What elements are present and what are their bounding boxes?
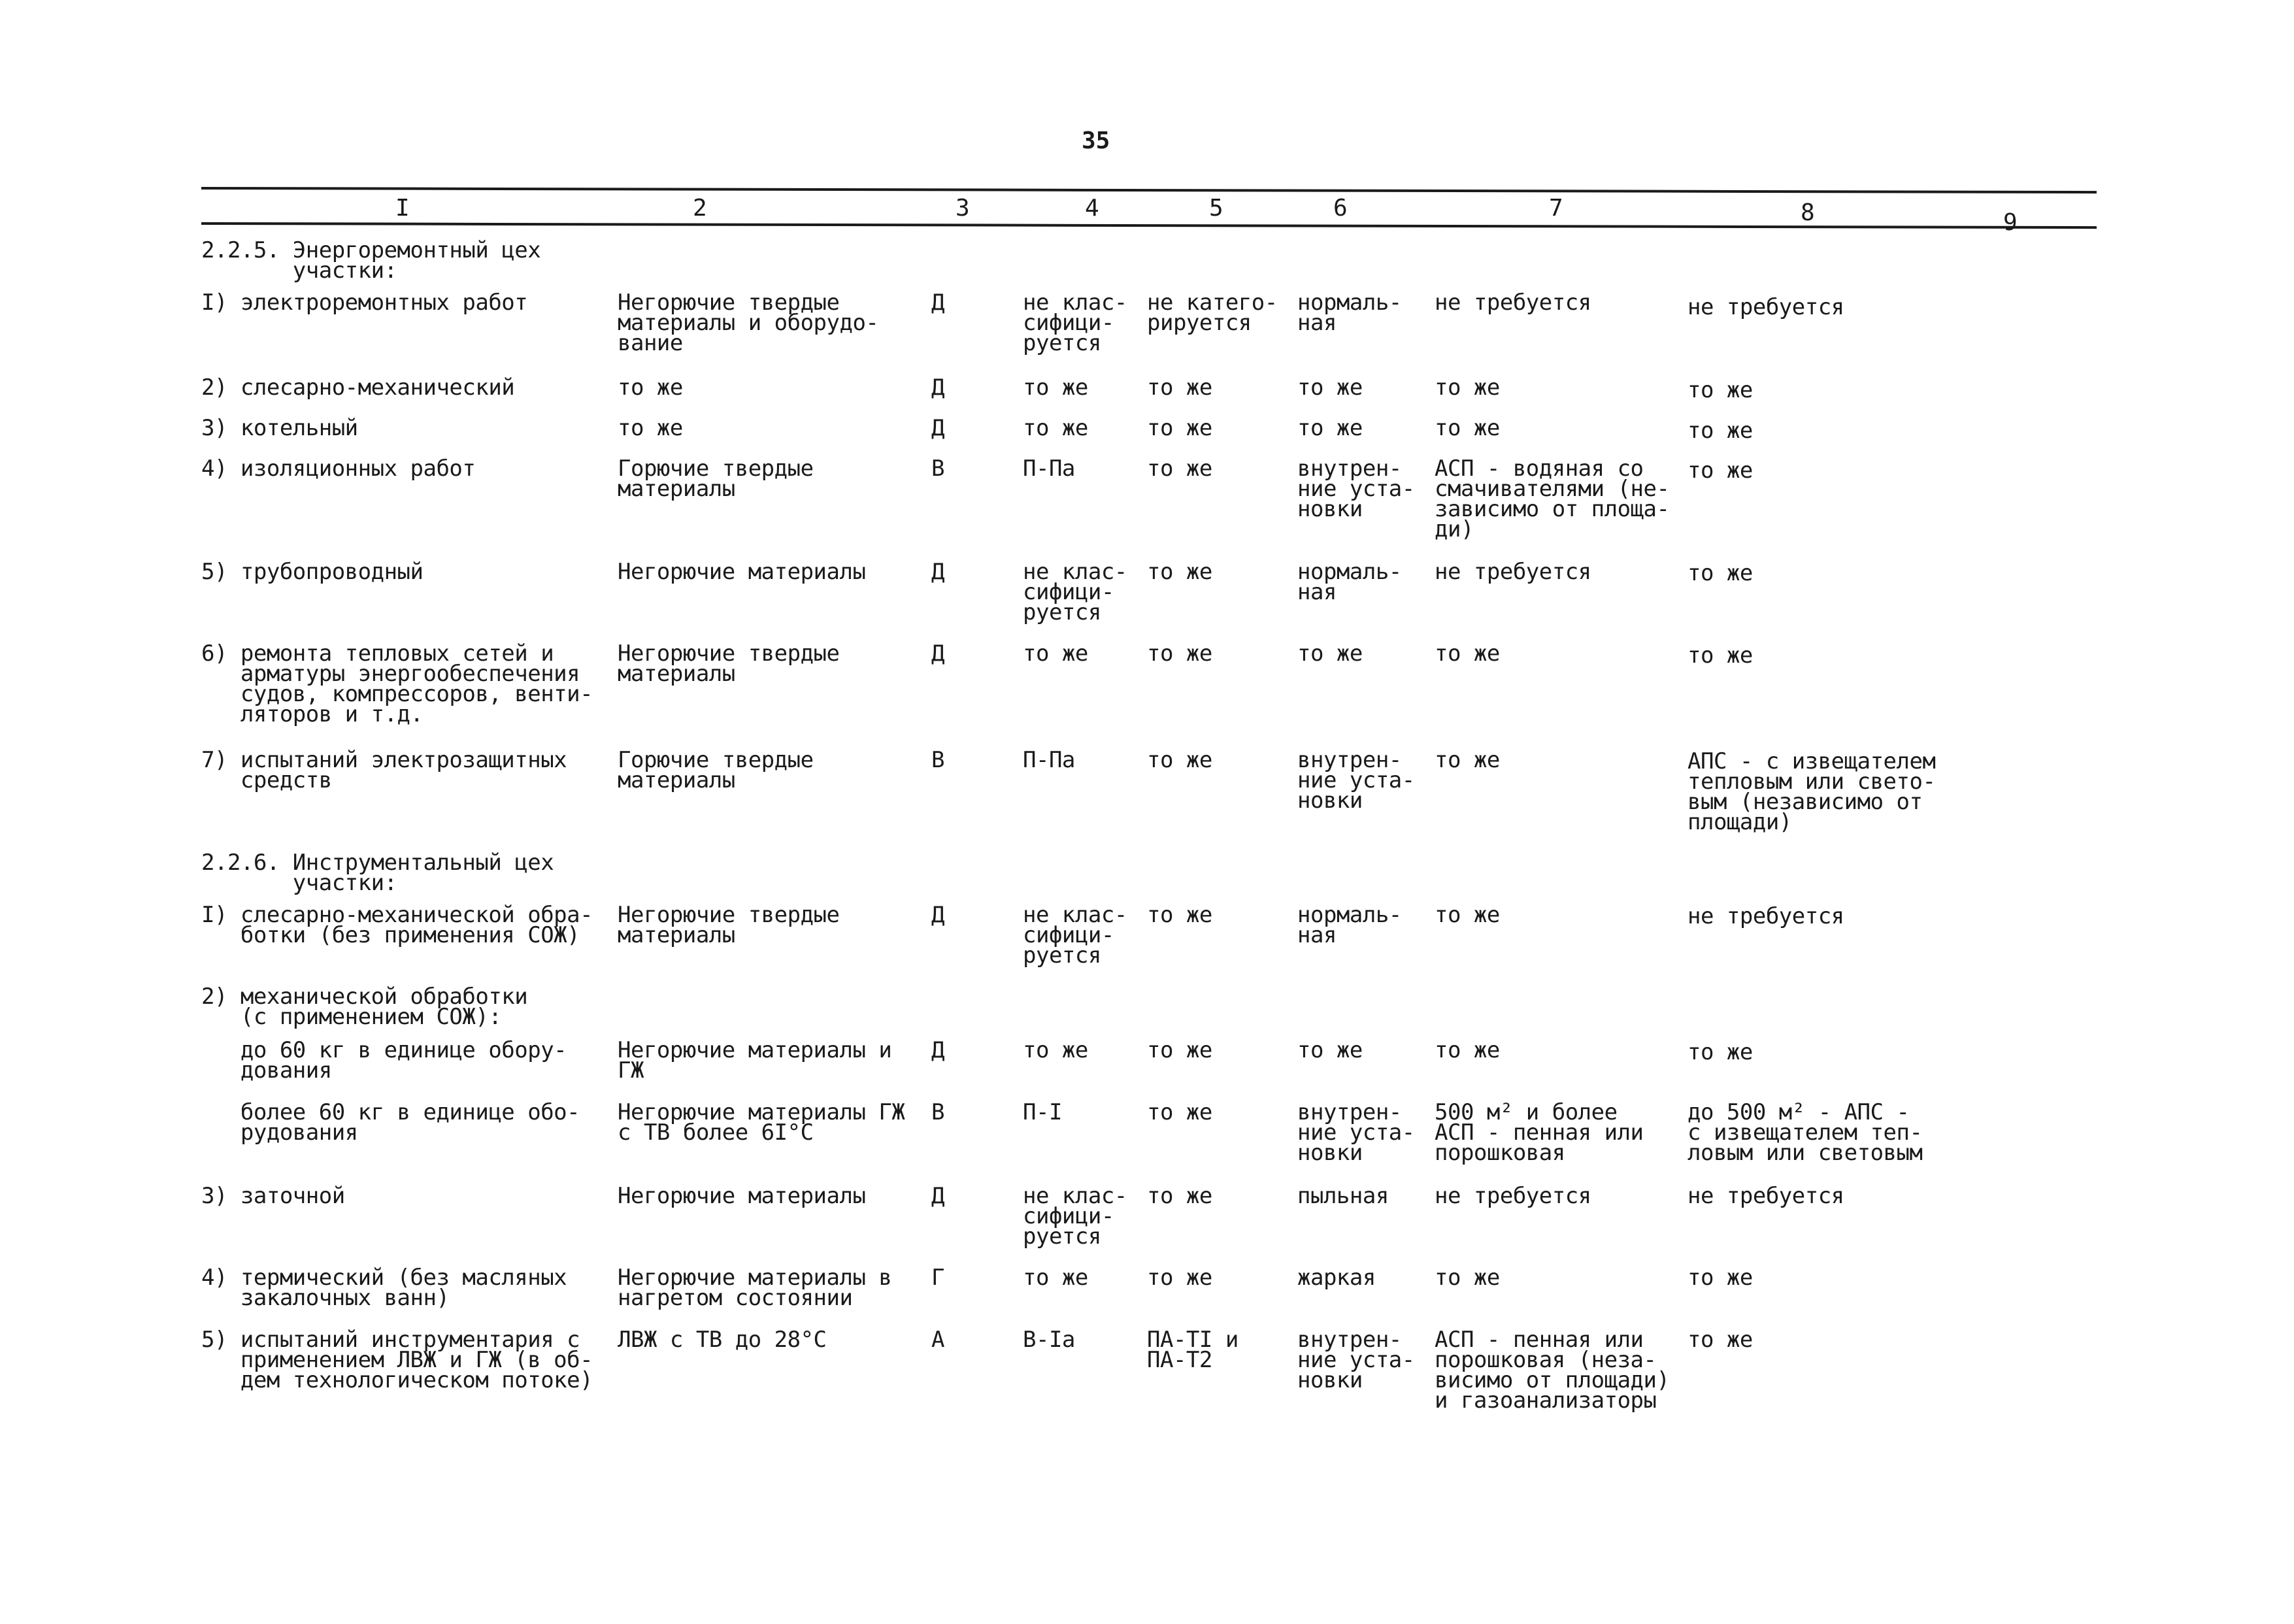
row-zone-class: то же — [1023, 1265, 1088, 1291]
section-title: 2.2.6. Инструментальный цех участки: — [201, 850, 554, 896]
row-electrical-category: то же — [1147, 1099, 1212, 1125]
row-environment: то же — [1297, 374, 1363, 401]
row-extinguishing: АСП - водяная со смачивателями (не- зависимо от площа- ди) — [1435, 456, 1670, 542]
row-material: Негорючие твердые материалы — [618, 902, 840, 948]
row-category: Д — [931, 415, 944, 441]
row-alarm: до 500 м² - АПС - с извещателем теп- ловым или световым — [1687, 1099, 1923, 1166]
row-zone-class: П-Па — [1023, 456, 1075, 482]
row-alarm: то же — [1687, 457, 1753, 484]
row-electrical-category: ПА-TI и ПА-Т2 — [1147, 1327, 1238, 1373]
row-zone-class: не клас- сифици- руется — [1023, 902, 1127, 969]
row-name: более 60 кг в единице обо- рудования — [240, 1099, 580, 1146]
row-electrical-category: то же — [1147, 1037, 1212, 1063]
row-extinguishing: то же — [1435, 374, 1500, 401]
page-number: 35 — [1082, 127, 1110, 154]
row-category: А — [931, 1327, 944, 1353]
row-material: ЛВЖ с ТВ до 28°С — [618, 1327, 827, 1353]
row-extinguishing: не требуется — [1435, 559, 1591, 585]
row-name: 2) механической обработки (с применением СОЖ): — [201, 984, 528, 1030]
section-title: 2.2.5. Энергоремонтный цех участки: — [201, 237, 541, 284]
row-material: то же — [618, 415, 683, 441]
row-electrical-category: то же — [1147, 1183, 1212, 1209]
row-alarm: то же — [1687, 1265, 1753, 1291]
col-header-3: 3 — [956, 195, 970, 222]
row-electrical-category: то же — [1147, 374, 1212, 401]
row-zone-class: то же — [1023, 1037, 1088, 1063]
row-category: Д — [931, 640, 944, 667]
row-zone-class: то же — [1023, 374, 1088, 401]
row-alarm: то же — [1687, 1039, 1753, 1065]
row-extinguishing: то же — [1435, 1265, 1500, 1291]
row-extinguishing: то же — [1435, 902, 1500, 928]
row-category: Г — [931, 1265, 944, 1291]
row-name: 2) слесарно-механический — [201, 374, 515, 401]
row-category: Д — [931, 1183, 944, 1209]
col-header-4: 4 — [1085, 195, 1099, 222]
row-environment: то же — [1297, 1037, 1363, 1063]
row-name: 5) испытаний инструментария с применением ЛВЖ и ГЖ (в об- дем технологическом потоке) — [201, 1327, 593, 1393]
row-electrical-category: то же — [1147, 747, 1212, 773]
row-environment: внутрен- ние уста- новки — [1297, 456, 1415, 522]
row-electrical-category: то же — [1147, 1265, 1212, 1291]
row-alarm: то же — [1687, 418, 1753, 444]
row-name: 6) ремонта тепловых сетей и арматуры энергообеспечения судов, компрессоров, венти- ляторов и т.д. — [201, 640, 593, 727]
row-zone-class: не клас- сифици- руется — [1023, 559, 1127, 625]
row-electrical-category: то же — [1147, 640, 1212, 667]
row-environment: нормаль- ная — [1297, 290, 1402, 336]
row-alarm: то же — [1687, 642, 1753, 669]
row-extinguishing: АСП - пенная или порошковая (неза- висимо от площади) и газоанализаторы — [1435, 1327, 1670, 1414]
row-zone-class: не клас- сифици- руется — [1023, 1183, 1127, 1250]
row-category: В — [931, 1099, 944, 1125]
row-name: 3) заточной — [201, 1183, 345, 1209]
row-category: Д — [931, 1037, 944, 1063]
col-header-6: 6 — [1333, 195, 1348, 222]
row-alarm: то же — [1687, 560, 1753, 586]
row-material: Горючие твердые материалы — [618, 456, 814, 502]
row-zone-class: П-Па — [1023, 747, 1075, 773]
row-zone-class: не клас- сифици- руется — [1023, 290, 1127, 356]
row-material: то же — [618, 374, 683, 401]
row-environment: нормаль- ная — [1297, 559, 1402, 605]
row-extinguishing: не требуется — [1435, 290, 1591, 316]
row-name: 5) трубопроводный — [201, 559, 424, 585]
row-extinguishing: то же — [1435, 1037, 1500, 1063]
row-electrical-category: не катего- рируется — [1147, 290, 1278, 336]
row-zone-class: П-I — [1023, 1099, 1062, 1125]
row-environment: пыльная — [1297, 1183, 1389, 1209]
row-category: Д — [931, 902, 944, 928]
row-extinguishing: не требуется — [1435, 1183, 1591, 1209]
col-header-8: 8 — [1801, 199, 1815, 226]
row-name: 3) котельный — [201, 415, 358, 441]
row-category: В — [931, 456, 944, 482]
row-electrical-category: то же — [1147, 456, 1212, 482]
row-material: Негорючие твердые материалы и оборудо- вание — [618, 290, 879, 356]
row-environment: внутрен- ние уста- новки — [1297, 1099, 1415, 1166]
row-zone-class: то же — [1023, 640, 1088, 667]
row-name: 4) термический (без масляных закалочных ванн) — [201, 1265, 567, 1311]
row-extinguishing: то же — [1435, 747, 1500, 773]
col-header-2: 2 — [693, 195, 707, 222]
row-material: Негорючие материалы — [618, 559, 866, 585]
col-header-7: 7 — [1549, 195, 1563, 222]
row-material: Негорючие материалы — [618, 1183, 866, 1209]
col-header-1: I — [395, 195, 410, 222]
header-top-rule — [201, 187, 2097, 193]
row-alarm: АПС - с извещателем тепловым или свето- вым (независимо от площади) — [1687, 748, 1936, 835]
row-alarm: то же — [1687, 377, 1753, 403]
row-electrical-category: то же — [1147, 415, 1212, 441]
row-category: Д — [931, 559, 944, 585]
row-material: Негорючие твердые материалы — [618, 640, 840, 687]
row-material: Негорючие материалы в нагретом состоянии — [618, 1265, 892, 1311]
row-category: В — [931, 747, 944, 773]
row-name: I) слесарно-механической обра- ботки (без применения СОЖ) — [201, 902, 593, 948]
row-environment: нормаль- ная — [1297, 902, 1402, 948]
row-environment: то же — [1297, 415, 1363, 441]
row-name: 4) изоляционных работ — [201, 456, 476, 482]
row-environment: жаркая — [1297, 1265, 1376, 1291]
row-electrical-category: то же — [1147, 902, 1212, 928]
row-alarm: не требуется — [1687, 294, 1844, 320]
row-material: Горючие твердые материалы — [618, 747, 814, 793]
row-alarm: то же — [1687, 1327, 1753, 1353]
row-name: I) электроремонтных работ — [201, 290, 528, 316]
row-extinguishing: то же — [1435, 640, 1500, 667]
row-category: Д — [931, 290, 944, 316]
row-extinguishing: 500 м² и более АСП - пенная или порошковая — [1435, 1099, 1644, 1166]
row-alarm: не требуется — [1687, 1183, 1844, 1209]
row-category: Д — [931, 374, 944, 401]
row-electrical-category: то же — [1147, 559, 1212, 585]
row-environment: внутрен- ние уста- новки — [1297, 747, 1415, 814]
row-name: до 60 кг в единице обору- дования — [240, 1037, 567, 1084]
col-header-5: 5 — [1209, 195, 1223, 222]
row-zone-class: В-Iа — [1023, 1327, 1075, 1353]
row-environment: внутрен- ние уста- новки — [1297, 1327, 1415, 1393]
row-material: Негорючие материалы ГЖ с ТВ более 6I°С — [618, 1099, 905, 1146]
row-extinguishing: то же — [1435, 415, 1500, 441]
col-header-9: 9 — [2003, 209, 2018, 236]
row-environment: то же — [1297, 640, 1363, 667]
row-alarm: не требуется — [1687, 903, 1844, 929]
row-zone-class: то же — [1023, 415, 1088, 441]
row-name: 7) испытаний электрозащитных средств — [201, 747, 567, 793]
row-material: Негорючие материалы и ГЖ — [618, 1037, 892, 1084]
